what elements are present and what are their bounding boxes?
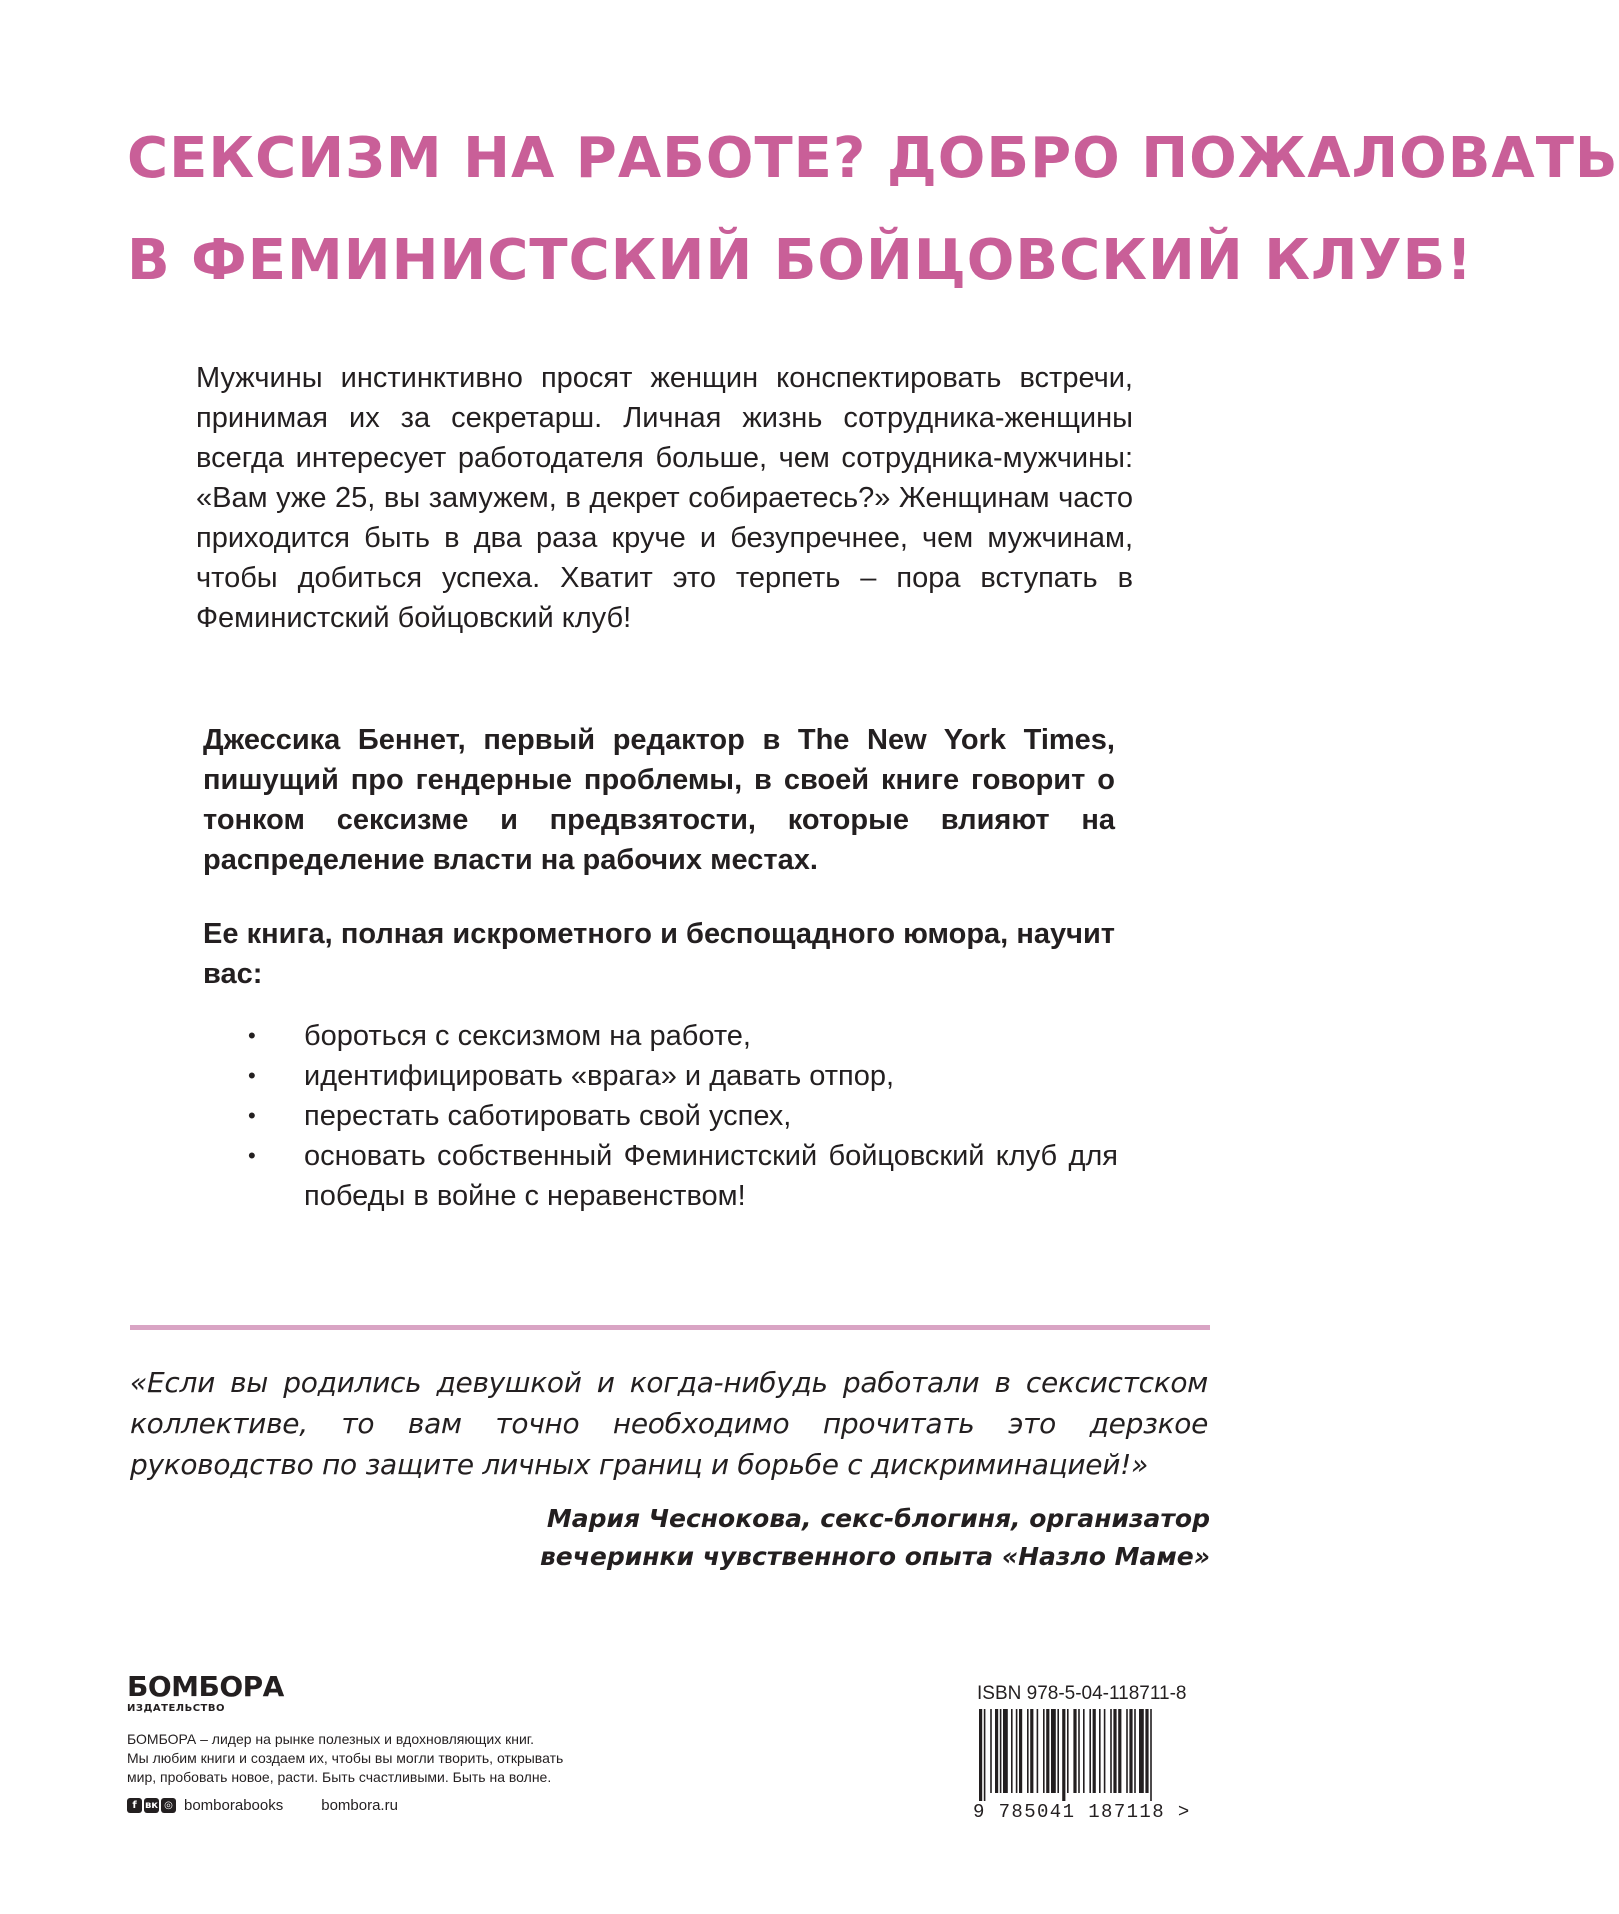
bullet-list: [240, 1016, 1118, 1216]
bullet-icon: •: [248, 1103, 256, 1128]
barcode-block: [973, 1683, 1233, 1823]
about-paragraph-2: Ее книга, полная искрометного и беспощадного юмора, научит вас:: [203, 918, 1115, 990]
publisher-links: [127, 1797, 647, 1814]
publisher-desc-line-1: БОМБОРА – лидер на рынке полезных и вдохновляющих книг.: [127, 1731, 535, 1747]
headline-line-1: СЕКСИЗМ НА РАБОТЕ? ДОБРО ПОЖАЛОВАТЬ: [127, 126, 1619, 191]
bullet-icon: •: [248, 1023, 256, 1048]
bullet-item: [240, 1056, 1118, 1096]
about-section: [203, 720, 1115, 994]
bullet-item: [240, 1016, 1118, 1056]
headline: [127, 108, 1619, 312]
bullet-text: перестать саботировать свой успех,: [304, 1100, 792, 1132]
quote-author-line-1: Мария Чеснокова, секс-блогиня, организатор: [546, 1504, 1210, 1533]
bullet-text: идентифицировать «врага» и давать отпор,: [304, 1060, 895, 1092]
facebook-icon[interactable]: f: [127, 1798, 142, 1813]
vk-icon[interactable]: вк: [144, 1800, 159, 1811]
publisher-desc-line-3: мир, пробовать новое, расти. Быть счастливыми. Быть на волне.: [127, 1769, 552, 1785]
bullet-item: [240, 1096, 1118, 1136]
bullet-icon: •: [248, 1143, 256, 1168]
intro-paragraph: Мужчины инстинктивно просят женщин конспектировать встречи, принимая их за секретарш. Личная жизнь сотрудника-женщины всегда интересует работодателя больше, чем сотрудника-мужчины: «Вам уже 25, вы замужем, в декрет собираетесь?» Женщинам часто приходится быть в два раза круче и безупречнее, чем мужчинам, чтобы добиться успеха. Хватит это терпеть – пора вступать в Феминистский бойцовский клуб!: [196, 362, 1133, 634]
review-quote: «Если вы родились девушкой и когда-нибудь работали в сексистском коллективе, то вам точно необходимо прочитать это дерзкое руководство по защите личных границ и борьбе с дискриминацией!»: [130, 1366, 1208, 1481]
social-handle[interactable]: bomborabooks: [184, 1797, 284, 1814]
instagram-icon[interactable]: ◎: [161, 1798, 176, 1813]
quote-author: [510, 1500, 1210, 1576]
publisher-desc-line-2: Мы любим книги и создаем их, чтобы вы могли творить, открывать: [127, 1750, 564, 1766]
bullet-text: бороться с сексизмом на работе,: [304, 1020, 751, 1052]
barcode-icon: [973, 1709, 1221, 1801]
publisher-logo: БОМБОРА: [127, 1670, 284, 1703]
pink-divider: [130, 1325, 1210, 1330]
quote-author-line-2: вечеринки чувственного опыта «Назло Маме»: [539, 1542, 1210, 1571]
publisher-logo-subtitle: ИЗДАТЕЛЬСТВО: [127, 1703, 225, 1714]
bullet-text: основать собственный Феминистский бойцовский клуб для победы в войне с неравенством!: [304, 1140, 1118, 1212]
bullet-icon: •: [248, 1063, 256, 1088]
isbn-label: ISBN 978-5-04-118711-8: [977, 1683, 1187, 1704]
publisher-description: [127, 1730, 647, 1787]
about-paragraph-1: Джессика Беннет, первый редактор в The New York Times, пишущий про гендерные проблемы, в своей книге говорит о тонком сексизме и предвзятости, которые влияют на распределение власти на рабочих местах.: [203, 724, 1115, 876]
publisher-block: [127, 1672, 647, 1814]
headline-line-2: В ФЕМИНИСТСКИЙ БОЙЦОВСКИЙ КЛУБ!: [127, 228, 1473, 293]
bullet-item: [240, 1136, 1118, 1216]
publisher-site-link[interactable]: bombora.ru: [321, 1797, 398, 1814]
barcode-digits: 9 785041 187118 >: [973, 1801, 1191, 1823]
